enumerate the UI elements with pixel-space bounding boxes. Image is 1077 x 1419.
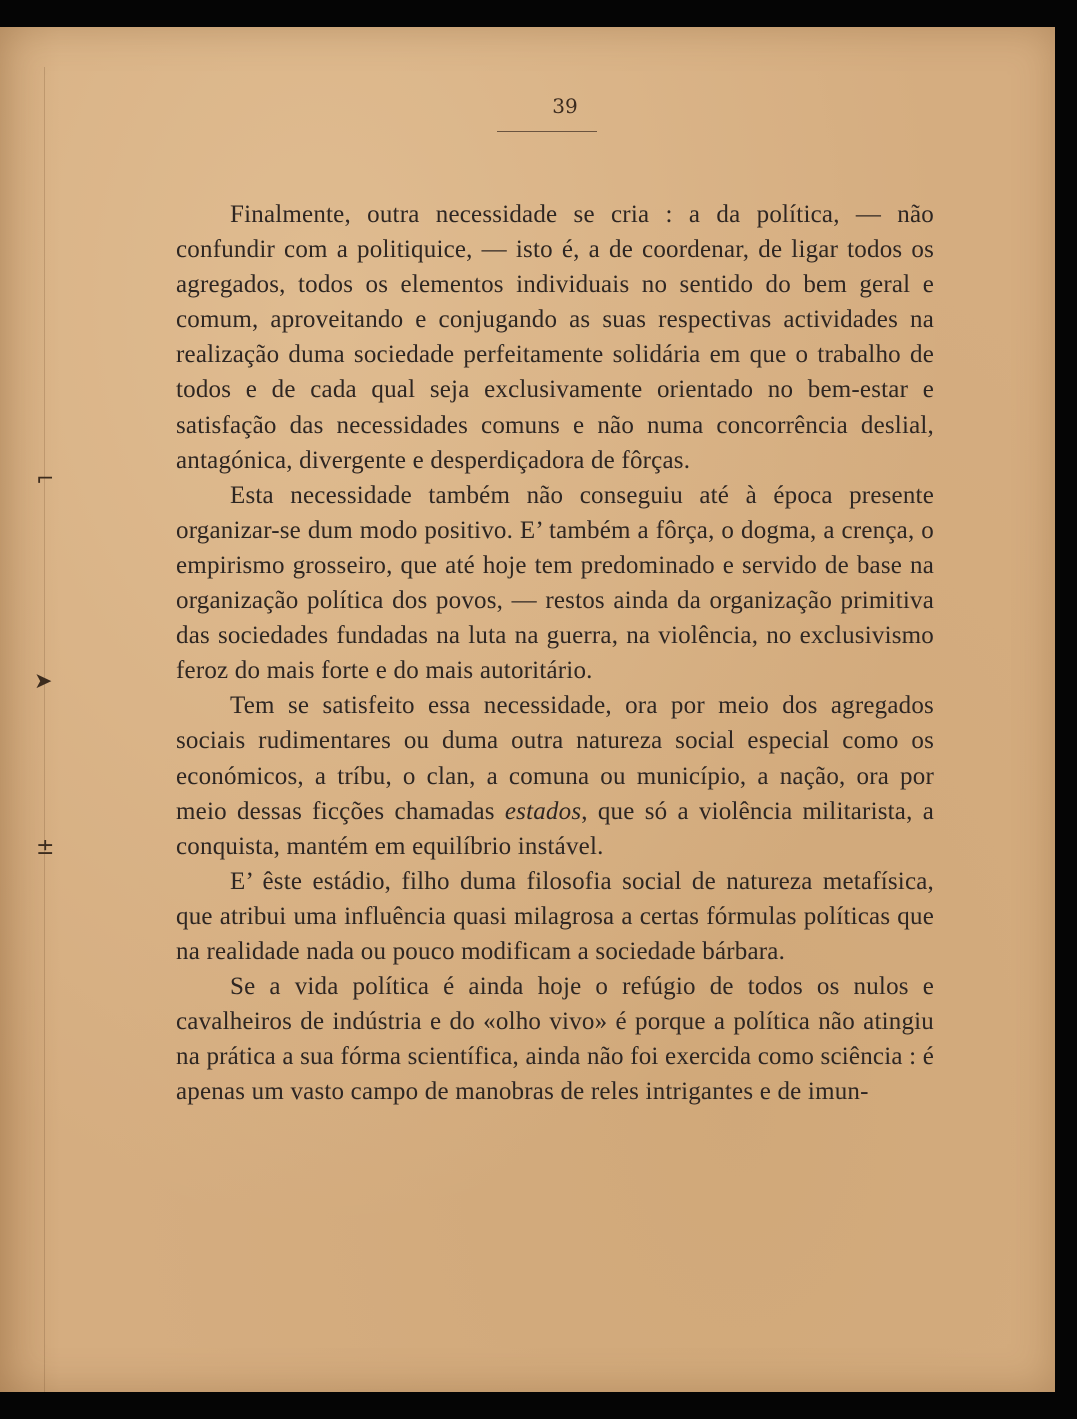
page-number: 39: [552, 94, 578, 118]
body-text: [176, 197, 934, 1109]
paragraph-1: Finalmente, outra necessidade se cria : a da política, — não confundir com a politiquice, — isto é, a de coordenar, de ligar todos os agregados, todos os elementos individuais no sentido do bem geral e comum, aproveitando e conjugando as suas respectivas actividades na realização duma sociedade perfeitamente solidária em que o trabalho de todos e de cada qual seja exclusivamente orientado no bem-estar e satisfação das necessidades comuns e não numa concorrência deslial, antagónica, divergente e desperdiçadora de fôrças.: [176, 201, 934, 474]
paragraph-2: Esta necessidade também não conseguiu até à época presente organizar-se dum modo positivo. E’ também a fôrça, o dogma, a crença, o empirismo grosseiro, que até hoje tem predominado e servido de base na organização política dos povos, — restos ainda da organização primitiva das sociedades fundadas na luta na guerra, na violência, no exclusivismo feroz do mais forte e do mais autoritário.: [176, 481, 934, 685]
paragraph-5: Se a vida política é ainda hoje o refúgio de todos os nulos e cavalheiros de indústria e do «olho vivo» é porque a política não atingiu na prática a sua fórma scientífica, ainda não foi exercida como sciência : é apenas um vasto campo de manobras de reles intrigantes e de imun-: [176, 973, 934, 1106]
binding-crease: [44, 67, 45, 1392]
book-page: [0, 27, 1055, 1392]
paragraph-4: E’ êste estádio, filho duma filosofia social de natureza metafísica, que atribui uma influência quasi milagrosa a certas fórmulas políticas que na realidade nada ou pouco modificam a sociedade bárbara.: [176, 867, 934, 965]
header-rule: [497, 131, 597, 132]
margin-cross-mark: ±: [36, 835, 55, 860]
paragraph-3: [176, 688, 934, 863]
paragraph-3-text: Tem se satisfeito essa necessidade, ora por meio dos agregados sociais rudimentares ou duma outra natureza social especial como os económicos, a tríbu, o clan, a comuna ou município, a nação, ora por meio dessas ficções chamadas: [176, 692, 934, 825]
margin-tick-mark: ⌐: [36, 467, 55, 492]
paragraph-3-tail: , que só a violência militarista, a conquista, mantém em equilíbrio instável.: [176, 797, 934, 860]
margin-arrow-mark: ➤: [34, 669, 53, 694]
italic-term: estados: [504, 797, 582, 825]
